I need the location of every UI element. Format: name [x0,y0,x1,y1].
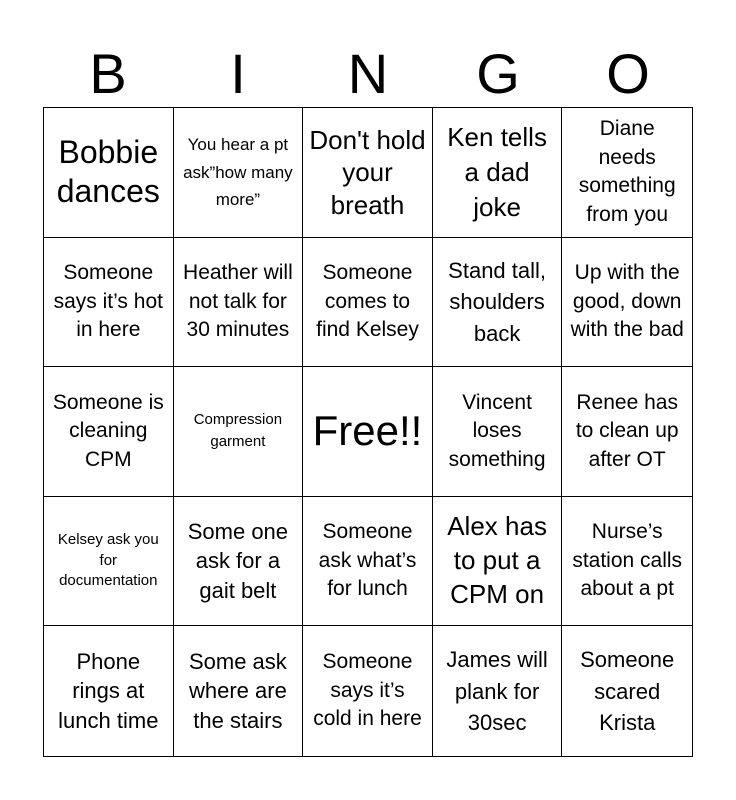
bingo-cell[interactable] [433,238,563,368]
cell-text: Heather will not talk for 30 minutes [183,261,293,342]
bingo-cell[interactable] [562,626,692,756]
cell-text: Don't hold your breath [309,124,426,220]
cell-text: Kelsey ask you for documentation [57,531,159,590]
cell-text: Stand tall, shoulders back [448,258,547,346]
bingo-cell[interactable] [303,497,433,627]
bingo-cell[interactable] [303,626,433,756]
bingo-header [43,40,693,108]
header-letter-i: I [230,42,246,105]
header-letter-n: N [347,42,389,105]
bingo-cell[interactable] [303,108,433,238]
bingo-cell[interactable] [303,238,433,368]
cell-text: Someone is cleaning CPM [52,390,164,471]
bingo-cell[interactable] [562,238,692,368]
bingo-cell[interactable] [174,497,304,627]
cell-text: James will plank for 30sec [446,647,548,735]
free-space-text: Free!! [312,407,423,455]
bingo-cell[interactable] [44,367,174,497]
cell-text: Some one ask for a gait belt [187,518,289,603]
cell-text: Vincent loses something [448,390,546,471]
bingo-board [43,107,693,757]
cell-text: Phone rings at lunch time [58,648,159,734]
bingo-cell[interactable] [44,626,174,756]
bingo-cell[interactable] [433,497,563,627]
header-letter-b: B [89,42,127,105]
bingo-cell[interactable] [44,238,174,368]
bingo-cell[interactable] [174,626,304,756]
header-letter-o: O [606,42,650,105]
bingo-cell[interactable] [562,367,692,497]
bingo-cell[interactable] [433,108,563,238]
bingo-cell[interactable] [174,108,304,238]
bingo-cell[interactable] [433,367,563,497]
cell-text: Someone says it’s cold in here [313,650,422,731]
bingo-cell[interactable] [562,108,692,238]
bingo-cell[interactable] [174,238,304,368]
cell-text: Alex has to put a CPM on [447,511,547,609]
cell-text: Someone comes to find Kelsey [316,261,419,342]
bingo-cell[interactable] [562,497,692,627]
cell-text: Ken tells a dad joke [447,121,547,222]
cell-text: Bobbie dances [56,134,160,210]
bingo-cell[interactable] [433,626,563,756]
cell-text: Some ask where are the stairs [188,648,287,734]
bingo-cell[interactable] [44,108,174,238]
cell-text: Diane needs something from you [578,117,676,226]
bingo-cell[interactable] [44,497,174,627]
cell-text: Someone ask what’s for lunch [318,520,417,601]
header-letter-g: G [476,42,520,105]
cell-text: Compression garment [193,410,283,451]
cell-text: You hear a pt ask”how many more” [183,135,293,210]
bingo-cell[interactable] [174,367,304,497]
cell-text: Up with the good, down with the bad [570,261,684,342]
cell-text: Nurse’s station calls about a pt [572,520,683,601]
cell-text: Renee has to clean up after OT [575,390,679,471]
bingo-cell-free[interactable] [303,367,433,497]
cell-text: Someone scared Krista [580,647,675,735]
cell-text: Someone says it’s hot in here [53,261,163,342]
